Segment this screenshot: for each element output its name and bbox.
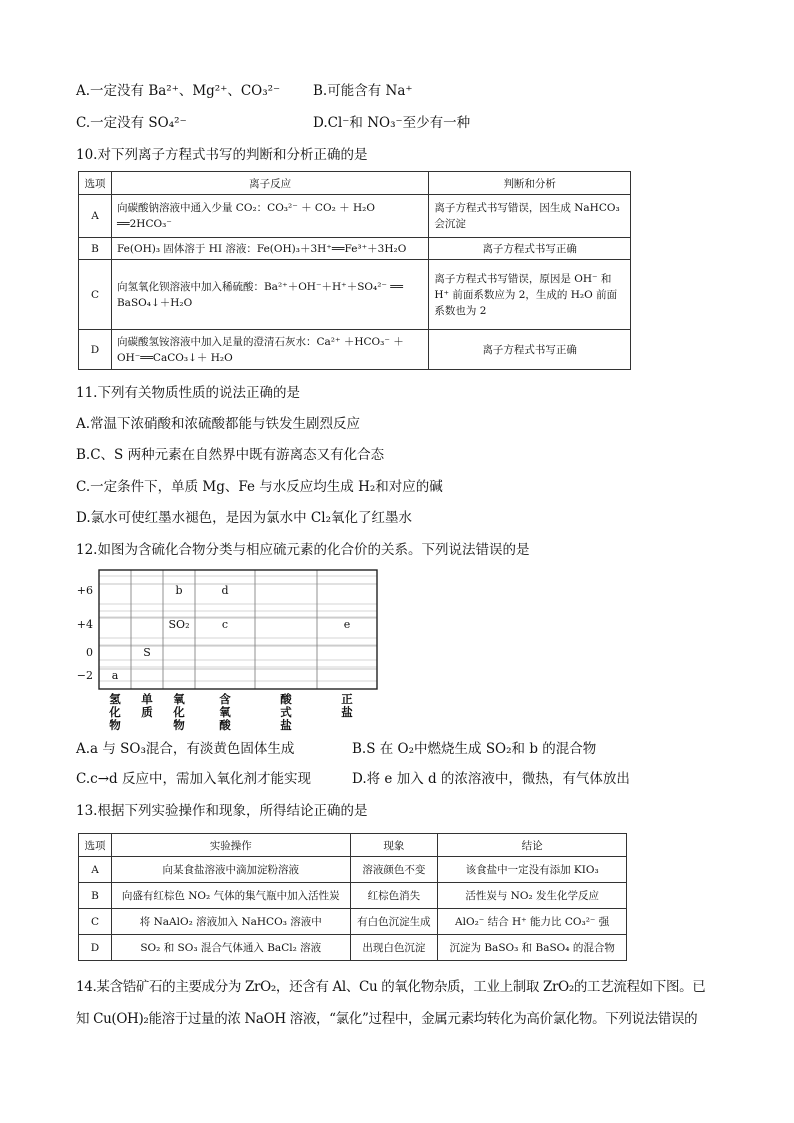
q11-option-a: A.常温下浓硝酸和浓硫酸都能与铁发生剧烈反应 — [76, 416, 361, 432]
q10-stem: 10.对下列离子方程式书写的判断和分析正确的是 — [76, 147, 368, 163]
option-cell: A — [79, 195, 112, 238]
phenomenon-cell: 有白色沉淀生成 — [350, 909, 438, 935]
q12-option-d: D.将 e 加入 d 的浓溶液中，微热，有气体放出 — [352, 771, 630, 787]
phenomenon-cell: 红棕色消失 — [350, 883, 438, 909]
q12-stem: 12.如图为含硫化合物分类与相应硫元素的化合价的关系。下列说法错误的是 — [76, 542, 530, 558]
x-category-label: 质 — [141, 705, 153, 719]
header-cell: 选项 — [79, 834, 112, 857]
conclusion-cell: AlO₂⁻ 结合 H⁺ 能力比 CO₃²⁻ 强 — [438, 909, 627, 935]
conclusion-cell: 沉淀为 BaSO₃ 和 BaSO₄ 的混合物 — [438, 935, 627, 961]
q13-stem: 13.根据下列实验操作和现象，所得结论正确的是 — [76, 803, 368, 819]
option-cell: B — [79, 238, 112, 260]
x-category-label: 式 — [280, 705, 292, 719]
x-category-label: 氧 — [173, 692, 185, 706]
x-category-label: 氢 — [109, 692, 121, 706]
header-cell: 离子反应 — [111, 172, 428, 195]
x-category-label: 盐 — [280, 718, 292, 732]
chart-svg — [76, 568, 381, 732]
table-row — [79, 260, 631, 330]
q11-option-b: B.C、S 两种元素在自然界中既有游离态又有化合态 — [76, 447, 385, 463]
table-row — [79, 330, 631, 370]
reaction-cell: 向氢氧化钡溶液中加入稀硫酸：Ba²⁺＋OH⁻＋H⁺＋SO₄²⁻ ══ BaSO₄↓＋H₂O — [111, 260, 428, 330]
point-label: SO₂ — [168, 618, 190, 631]
table-row — [79, 935, 627, 961]
table-row — [79, 883, 627, 909]
q11-option-d: D.氯水可使红墨水褪色，是因为氯水中 Cl₂氧化了红墨水 — [76, 510, 412, 526]
option-cell: A — [79, 857, 112, 883]
point-label: e — [343, 618, 351, 631]
point-label: b — [175, 584, 183, 597]
operation-cell: 向某食盐溶液中滴加淀粉溶液 — [111, 857, 350, 883]
reaction-cell: Fe(OH)₃ 固体溶于 HI 溶液：Fe(OH)₃＋3H⁺══Fe³⁺＋3H₂O — [111, 238, 428, 260]
header-cell: 现象 — [350, 834, 438, 857]
x-category-label: 酸 — [280, 692, 292, 706]
analysis-cell: 离子方程式书写正确 — [429, 238, 631, 260]
q9-option-c: C.一定没有 SO₄²⁻ — [76, 115, 187, 131]
q14-line-1: 14.某含锆矿石的主要成分为 ZrO₂，还含有 Al、Cu 的氧化物杂质，工业上制取 ZrO₂的工艺流程如下图。已 — [76, 979, 706, 995]
x-category-label: 化 — [109, 705, 121, 719]
conclusion-cell: 活性炭与 NO₂ 发生化学反应 — [438, 883, 627, 909]
y-tick-label: +4 — [76, 618, 93, 631]
q11-stem: 11.下列有关物质性质的说法正确的是 — [76, 385, 300, 401]
chart-frame — [99, 570, 377, 689]
x-category-label: 含 — [219, 692, 231, 706]
phenomenon-cell: 溶液颜色不变 — [350, 857, 438, 883]
table-row — [79, 195, 631, 238]
q12-option-b: B.S 在 O₂中燃烧生成 SO₂和 b 的混合物 — [352, 741, 597, 757]
x-category-label: 正 — [341, 692, 353, 706]
q9-option-a: A.一定没有 Ba²⁺、Mg²⁺、CO₃²⁻ — [76, 83, 281, 99]
header-cell: 实验操作 — [111, 834, 350, 857]
table-header-row — [79, 834, 627, 857]
q13-table — [78, 833, 627, 961]
x-category-label: 物 — [109, 718, 121, 732]
phenomenon-cell: 出现白色沉淀 — [350, 935, 438, 961]
option-cell: C — [79, 260, 112, 330]
q11-option-c: C.一定条件下，单质 Mg、Fe 与水反应均生成 H₂和对应的碱 — [76, 479, 443, 495]
q14-line-2: 知 Cu(OH)₂能溶于过量的浓 NaOH 溶液，“氯化”过程中，金属元素均转化为高价氯化物。下列说法错误的 — [76, 1011, 698, 1027]
q12-option-c: C.c→d 反应中，需加入氧化剂才能实现 — [76, 771, 311, 787]
x-category-label: 物 — [173, 718, 185, 732]
operation-cell: 向盛有红棕色 NO₂ 气体的集气瓶中加入活性炭 — [111, 883, 350, 909]
table-row — [79, 909, 627, 935]
q9-option-d: D.Cl⁻和 NO₃⁻至少有一种 — [313, 115, 471, 131]
q9-option-b: B.可能含有 Na⁺ — [313, 83, 413, 99]
table-row — [79, 238, 631, 260]
x-category-label: 酸 — [219, 718, 231, 732]
option-cell: D — [79, 935, 112, 961]
operation-cell: 将 NaAlO₂ 溶液加入 NaHCO₃ 溶液中 — [111, 909, 350, 935]
analysis-cell: 离子方程式书写错误，原因是 OH⁻ 和 H⁺ 前面系数应为 2，生成的 H₂O 前面系数也为 2 — [429, 260, 631, 330]
q12-option-a: A.a 与 SO₃混合，有淡黄色固体生成 — [76, 741, 295, 757]
point-label: c — [221, 618, 229, 631]
x-category-label: 盐 — [341, 705, 353, 719]
header-cell: 选项 — [79, 172, 112, 195]
y-tick-label: 0 — [86, 646, 93, 659]
q10-table — [78, 171, 631, 370]
y-tick-label: −2 — [76, 669, 93, 682]
option-cell: C — [79, 909, 112, 935]
x-category-label: 单 — [141, 692, 153, 706]
reaction-cell: 向碳酸氢铵溶液中加入足量的澄清石灰水：Ca²⁺ ＋HCO₃⁻ ＋OH⁻══CaCO₃↓＋ H₂O — [111, 330, 428, 370]
x-category-label: 氧 — [219, 705, 231, 719]
point-label: S — [143, 646, 151, 659]
header-cell: 判断和分析 — [429, 172, 631, 195]
operation-cell: SO₂ 和 SO₃ 混合气体通入 BaCl₂ 溶液 — [111, 935, 350, 961]
y-tick-label: +6 — [76, 584, 93, 597]
reaction-cell: 向碳酸钠溶液中通入少量 CO₂：CO₃²⁻ ＋ CO₂ ＋ H₂O ══2HCO₃⁻ — [111, 195, 428, 238]
option-cell: D — [79, 330, 112, 370]
point-label: d — [221, 584, 229, 597]
x-category-label: 化 — [173, 705, 185, 719]
conclusion-cell: 该食盐中一定没有添加 KIO₃ — [438, 857, 627, 883]
table-header-row — [79, 172, 631, 195]
header-cell: 结论 — [438, 834, 627, 857]
table-row — [79, 857, 627, 883]
sulfur-valence-chart — [76, 568, 381, 732]
analysis-cell: 离子方程式书写错误，因生成 NaHCO₃ 会沉淀 — [429, 195, 631, 238]
point-label: a — [111, 669, 119, 682]
option-cell: B — [79, 883, 112, 909]
analysis-cell: 离子方程式书写正确 — [429, 330, 631, 370]
